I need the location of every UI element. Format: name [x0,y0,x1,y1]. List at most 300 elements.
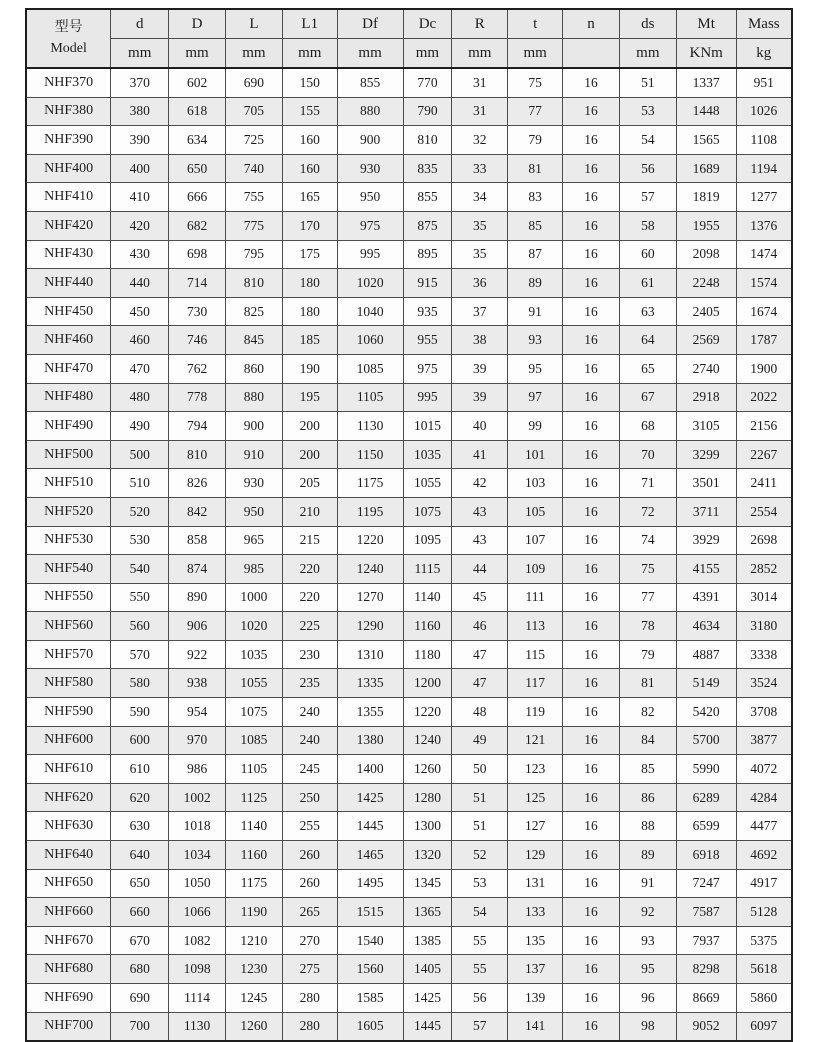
value-cell: 1787 [736,326,792,355]
value-cell: 634 [169,126,226,155]
model-cell: NHF510 [26,469,111,498]
value-cell: 810 [169,440,226,469]
value-cell: 3524 [736,669,792,698]
model-cell: NHF420 [26,211,111,240]
value-cell: 42 [452,469,508,498]
value-cell: 3180 [736,612,792,641]
value-cell: 755 [225,183,282,212]
value-cell: 125 [508,783,563,812]
model-cell: NHF640 [26,841,111,870]
value-cell: 714 [169,269,226,298]
value-cell: 470 [111,354,169,383]
value-cell: 1355 [337,698,403,727]
model-cell: NHF580 [26,669,111,698]
value-cell: 500 [111,440,169,469]
value-cell: 137 [508,955,563,984]
value-cell: 955 [403,326,452,355]
value-cell: 762 [169,354,226,383]
value-cell: 1190 [225,898,282,927]
value-cell: 1055 [225,669,282,698]
value-cell: 89 [619,841,676,870]
value-cell: 93 [508,326,563,355]
value-cell: 91 [619,869,676,898]
value-cell: 630 [111,812,169,841]
value-cell: 129 [508,841,563,870]
value-cell: 400 [111,154,169,183]
table-row [26,898,792,927]
table-row [26,726,792,755]
table-row [26,812,792,841]
value-cell: 1020 [337,269,403,298]
column-header-mass: Mass [736,9,792,39]
value-cell: 160 [282,126,337,155]
model-cell: NHF630 [26,812,111,841]
value-cell: 36 [452,269,508,298]
value-cell: 84 [619,726,676,755]
value-cell: 1210 [225,926,282,955]
value-cell: 1095 [403,526,452,555]
value-cell: 16 [563,898,620,927]
value-cell: 698 [169,240,226,269]
value-cell: 60 [619,240,676,269]
value-cell: 16 [563,812,620,841]
value-cell: 1425 [337,783,403,812]
table-row [26,297,792,326]
table-row [26,412,792,441]
value-cell: 5618 [736,955,792,984]
model-cell: NHF440 [26,269,111,298]
table-row [26,841,792,870]
value-cell: 6097 [736,1012,792,1041]
value-cell: 2156 [736,412,792,441]
value-cell: 133 [508,898,563,927]
value-cell: 16 [563,755,620,784]
value-cell: 602 [169,68,226,97]
value-cell: 1605 [337,1012,403,1041]
value-cell: 91 [508,297,563,326]
value-cell: 954 [169,698,226,727]
value-cell: 1105 [337,383,403,412]
value-cell: 1114 [169,984,226,1013]
value-cell: 260 [282,841,337,870]
value-cell: 3105 [676,412,736,441]
column-header-n: n [563,9,620,39]
value-cell: 16 [563,926,620,955]
value-cell: 88 [619,812,676,841]
value-cell: 135 [508,926,563,955]
table-row [26,211,792,240]
table-row [26,640,792,669]
table-row [26,269,792,298]
value-cell: 2569 [676,326,736,355]
value-cell: 111 [508,583,563,612]
value-cell: 77 [508,97,563,126]
value-cell: 5990 [676,755,736,784]
value-cell: 855 [337,68,403,97]
value-cell: 5860 [736,984,792,1013]
value-cell: 101 [508,440,563,469]
value-cell: 1448 [676,97,736,126]
value-cell: 985 [225,555,282,584]
value-cell: 1465 [337,841,403,870]
value-cell: 160 [282,154,337,183]
value-cell: 610 [111,755,169,784]
value-cell: 1035 [403,440,452,469]
value-cell: 16 [563,984,620,1013]
value-cell: 1560 [337,955,403,984]
model-cell: NHF690 [26,984,111,1013]
value-cell: 705 [225,97,282,126]
model-cell: NHF650 [26,869,111,898]
value-cell: 6918 [676,841,736,870]
value-cell: 75 [508,68,563,97]
model-cell: NHF540 [26,555,111,584]
value-cell: 1085 [225,726,282,755]
table-row [26,1012,792,1041]
value-cell: 79 [508,126,563,155]
value-cell: 40 [452,412,508,441]
value-cell: 220 [282,555,337,584]
value-cell: 44 [452,555,508,584]
value-cell: 915 [403,269,452,298]
table-row [26,926,792,955]
column-header-r: R [452,9,508,39]
value-cell: 480 [111,383,169,412]
model-cell: NHF370 [26,68,111,97]
value-cell: 33 [452,154,508,183]
value-cell: 230 [282,640,337,669]
model-cell: NHF660 [26,898,111,927]
value-cell: 1400 [337,755,403,784]
table-row [26,326,792,355]
value-cell: 1220 [337,526,403,555]
value-cell: 97 [508,383,563,412]
column-header-t: t [508,9,563,39]
value-cell: 906 [169,612,226,641]
value-cell: 620 [111,783,169,812]
value-cell: 3299 [676,440,736,469]
table-row [26,526,792,555]
value-cell: 690 [111,984,169,1013]
model-cell: NHF620 [26,783,111,812]
value-cell: 63 [619,297,676,326]
value-cell: 1105 [225,755,282,784]
value-cell: 1125 [225,783,282,812]
table-row [26,126,792,155]
value-cell: 210 [282,497,337,526]
value-cell: 1335 [337,669,403,698]
model-cell: NHF570 [26,640,111,669]
value-cell: 96 [619,984,676,1013]
value-cell: 845 [225,326,282,355]
header-unit-row [26,39,792,69]
model-cell: NHF500 [26,440,111,469]
value-cell: 235 [282,669,337,698]
value-cell: 16 [563,269,620,298]
value-cell: 16 [563,612,620,641]
value-cell: 1585 [337,984,403,1013]
value-cell: 1425 [403,984,452,1013]
value-cell: 380 [111,97,169,126]
model-column-header [26,9,111,68]
model-cell: NHF600 [26,726,111,755]
value-cell: 580 [111,669,169,698]
value-cell: 1160 [225,841,282,870]
value-cell: 2554 [736,497,792,526]
value-cell: 1115 [403,555,452,584]
value-cell: 1290 [337,612,403,641]
value-cell: 430 [111,240,169,269]
value-cell: 1495 [337,869,403,898]
value-cell: 794 [169,412,226,441]
value-cell: 1260 [403,755,452,784]
value-cell: 16 [563,526,620,555]
value-cell: 67 [619,383,676,412]
value-cell: 51 [619,68,676,97]
value-cell: 600 [111,726,169,755]
value-cell: 280 [282,1012,337,1041]
table-body [26,68,792,1041]
value-cell: 1230 [225,955,282,984]
unit-cell-d: mm [111,39,169,69]
value-cell: 180 [282,297,337,326]
value-cell: 8669 [676,984,736,1013]
value-cell: 81 [508,154,563,183]
value-cell: 1270 [337,583,403,612]
value-cell: 550 [111,583,169,612]
value-cell: 16 [563,126,620,155]
value-cell: 86 [619,783,676,812]
value-cell: 1140 [403,583,452,612]
value-cell: 121 [508,726,563,755]
table-row [26,97,792,126]
value-cell: 41 [452,440,508,469]
value-cell: 900 [225,412,282,441]
value-cell: 1060 [337,326,403,355]
value-cell: 640 [111,841,169,870]
value-cell: 1130 [169,1012,226,1041]
value-cell: 32 [452,126,508,155]
value-cell: 16 [563,297,620,326]
value-cell: 38 [452,326,508,355]
value-cell: 141 [508,1012,563,1041]
model-cell: NHF390 [26,126,111,155]
value-cell: 47 [452,640,508,669]
value-cell: 1240 [337,555,403,584]
table-row [26,183,792,212]
value-cell: 1066 [169,898,226,927]
value-cell: 72 [619,497,676,526]
model-cell: NHF680 [26,955,111,984]
value-cell: 190 [282,354,337,383]
value-cell: 930 [225,469,282,498]
value-cell: 2405 [676,297,736,326]
value-cell: 1075 [225,698,282,727]
value-cell: 730 [169,297,226,326]
header-label-row [26,9,792,39]
value-cell: 16 [563,869,620,898]
value-cell: 1035 [225,640,282,669]
model-cell: NHF550 [26,583,111,612]
value-cell: 5375 [736,926,792,955]
value-cell: 220 [282,583,337,612]
value-cell: 950 [225,497,282,526]
value-cell: 795 [225,240,282,269]
value-cell: 1026 [736,97,792,126]
value-cell: 34 [452,183,508,212]
value-cell: 1075 [403,497,452,526]
value-cell: 103 [508,469,563,498]
value-cell: 3929 [676,526,736,555]
column-header-d: D [169,9,226,39]
value-cell: 3501 [676,469,736,498]
value-cell: 61 [619,269,676,298]
table-row [26,383,792,412]
value-cell: 185 [282,326,337,355]
value-cell: 81 [619,669,676,698]
value-cell: 1082 [169,926,226,955]
value-cell: 165 [282,183,337,212]
table-row [26,583,792,612]
value-cell: 2918 [676,383,736,412]
value-cell: 1320 [403,841,452,870]
value-cell: 255 [282,812,337,841]
value-cell: 1180 [403,640,452,669]
value-cell: 82 [619,698,676,727]
value-cell: 842 [169,497,226,526]
value-cell: 245 [282,755,337,784]
value-cell: 1277 [736,183,792,212]
value-cell: 39 [452,383,508,412]
value-cell: 56 [619,154,676,183]
table-row [26,555,792,584]
value-cell: 51 [452,812,508,841]
value-cell: 530 [111,526,169,555]
value-cell: 1055 [403,469,452,498]
value-cell: 510 [111,469,169,498]
value-cell: 57 [452,1012,508,1041]
value-cell: 540 [111,555,169,584]
value-cell: 39 [452,354,508,383]
value-cell: 1098 [169,955,226,984]
value-cell: 270 [282,926,337,955]
value-cell: 3711 [676,497,736,526]
value-cell: 5420 [676,698,736,727]
value-cell: 3338 [736,640,792,669]
value-cell: 1405 [403,955,452,984]
value-cell: 2248 [676,269,736,298]
value-cell: 54 [452,898,508,927]
value-cell: 4155 [676,555,736,584]
value-cell: 75 [619,555,676,584]
unit-cell-df: mm [337,39,403,69]
value-cell: 2267 [736,440,792,469]
model-cell: NHF460 [26,326,111,355]
value-cell: 1280 [403,783,452,812]
value-cell: 778 [169,383,226,412]
value-cell: 4634 [676,612,736,641]
value-cell: 1175 [225,869,282,898]
value-cell: 1034 [169,841,226,870]
value-cell: 31 [452,68,508,97]
table-row [26,783,792,812]
value-cell: 1175 [337,469,403,498]
model-cell: NHF430 [26,240,111,269]
model-cell: NHF560 [26,612,111,641]
value-cell: 240 [282,698,337,727]
value-cell: 690 [225,68,282,97]
value-cell: 680 [111,955,169,984]
table-row [26,669,792,698]
value-cell: 858 [169,526,226,555]
value-cell: 99 [508,412,563,441]
value-cell: 95 [508,354,563,383]
unit-cell-l: mm [225,39,282,69]
value-cell: 16 [563,412,620,441]
value-cell: 590 [111,698,169,727]
value-cell: 1020 [225,612,282,641]
value-cell: 1040 [337,297,403,326]
value-cell: 68 [619,412,676,441]
value-cell: 240 [282,726,337,755]
value-cell: 16 [563,955,620,984]
value-cell: 1900 [736,354,792,383]
table-row [26,612,792,641]
value-cell: 560 [111,612,169,641]
value-cell: 16 [563,183,620,212]
value-cell: 16 [563,211,620,240]
value-cell: 16 [563,1012,620,1041]
value-cell: 1385 [403,926,452,955]
value-cell: 1260 [225,1012,282,1041]
value-cell: 155 [282,97,337,126]
value-cell: 460 [111,326,169,355]
value-cell: 16 [563,698,620,727]
value-cell: 115 [508,640,563,669]
value-cell: 746 [169,326,226,355]
value-cell: 880 [225,383,282,412]
value-cell: 1300 [403,812,452,841]
value-cell: 6599 [676,812,736,841]
value-cell: 16 [563,440,620,469]
value-cell: 770 [403,68,452,97]
value-cell: 16 [563,841,620,870]
model-header-cn: 型号 [54,20,83,36]
value-cell: 215 [282,526,337,555]
value-cell: 7587 [676,898,736,927]
value-cell: 1050 [169,869,226,898]
value-cell: 77 [619,583,676,612]
table-row [26,354,792,383]
value-cell: 1310 [337,640,403,669]
value-cell: 2740 [676,354,736,383]
value-cell: 935 [403,297,452,326]
value-cell: 57 [619,183,676,212]
value-cell: 1220 [403,698,452,727]
value-cell: 16 [563,383,620,412]
value-cell: 16 [563,68,620,97]
value-cell: 1015 [403,412,452,441]
value-cell: 930 [337,154,403,183]
value-cell: 170 [282,211,337,240]
value-cell: 53 [619,97,676,126]
model-cell: NHF480 [26,383,111,412]
value-cell: 79 [619,640,676,669]
value-cell: 1002 [169,783,226,812]
value-cell: 43 [452,497,508,526]
value-cell: 1000 [225,583,282,612]
value-cell: 260 [282,869,337,898]
